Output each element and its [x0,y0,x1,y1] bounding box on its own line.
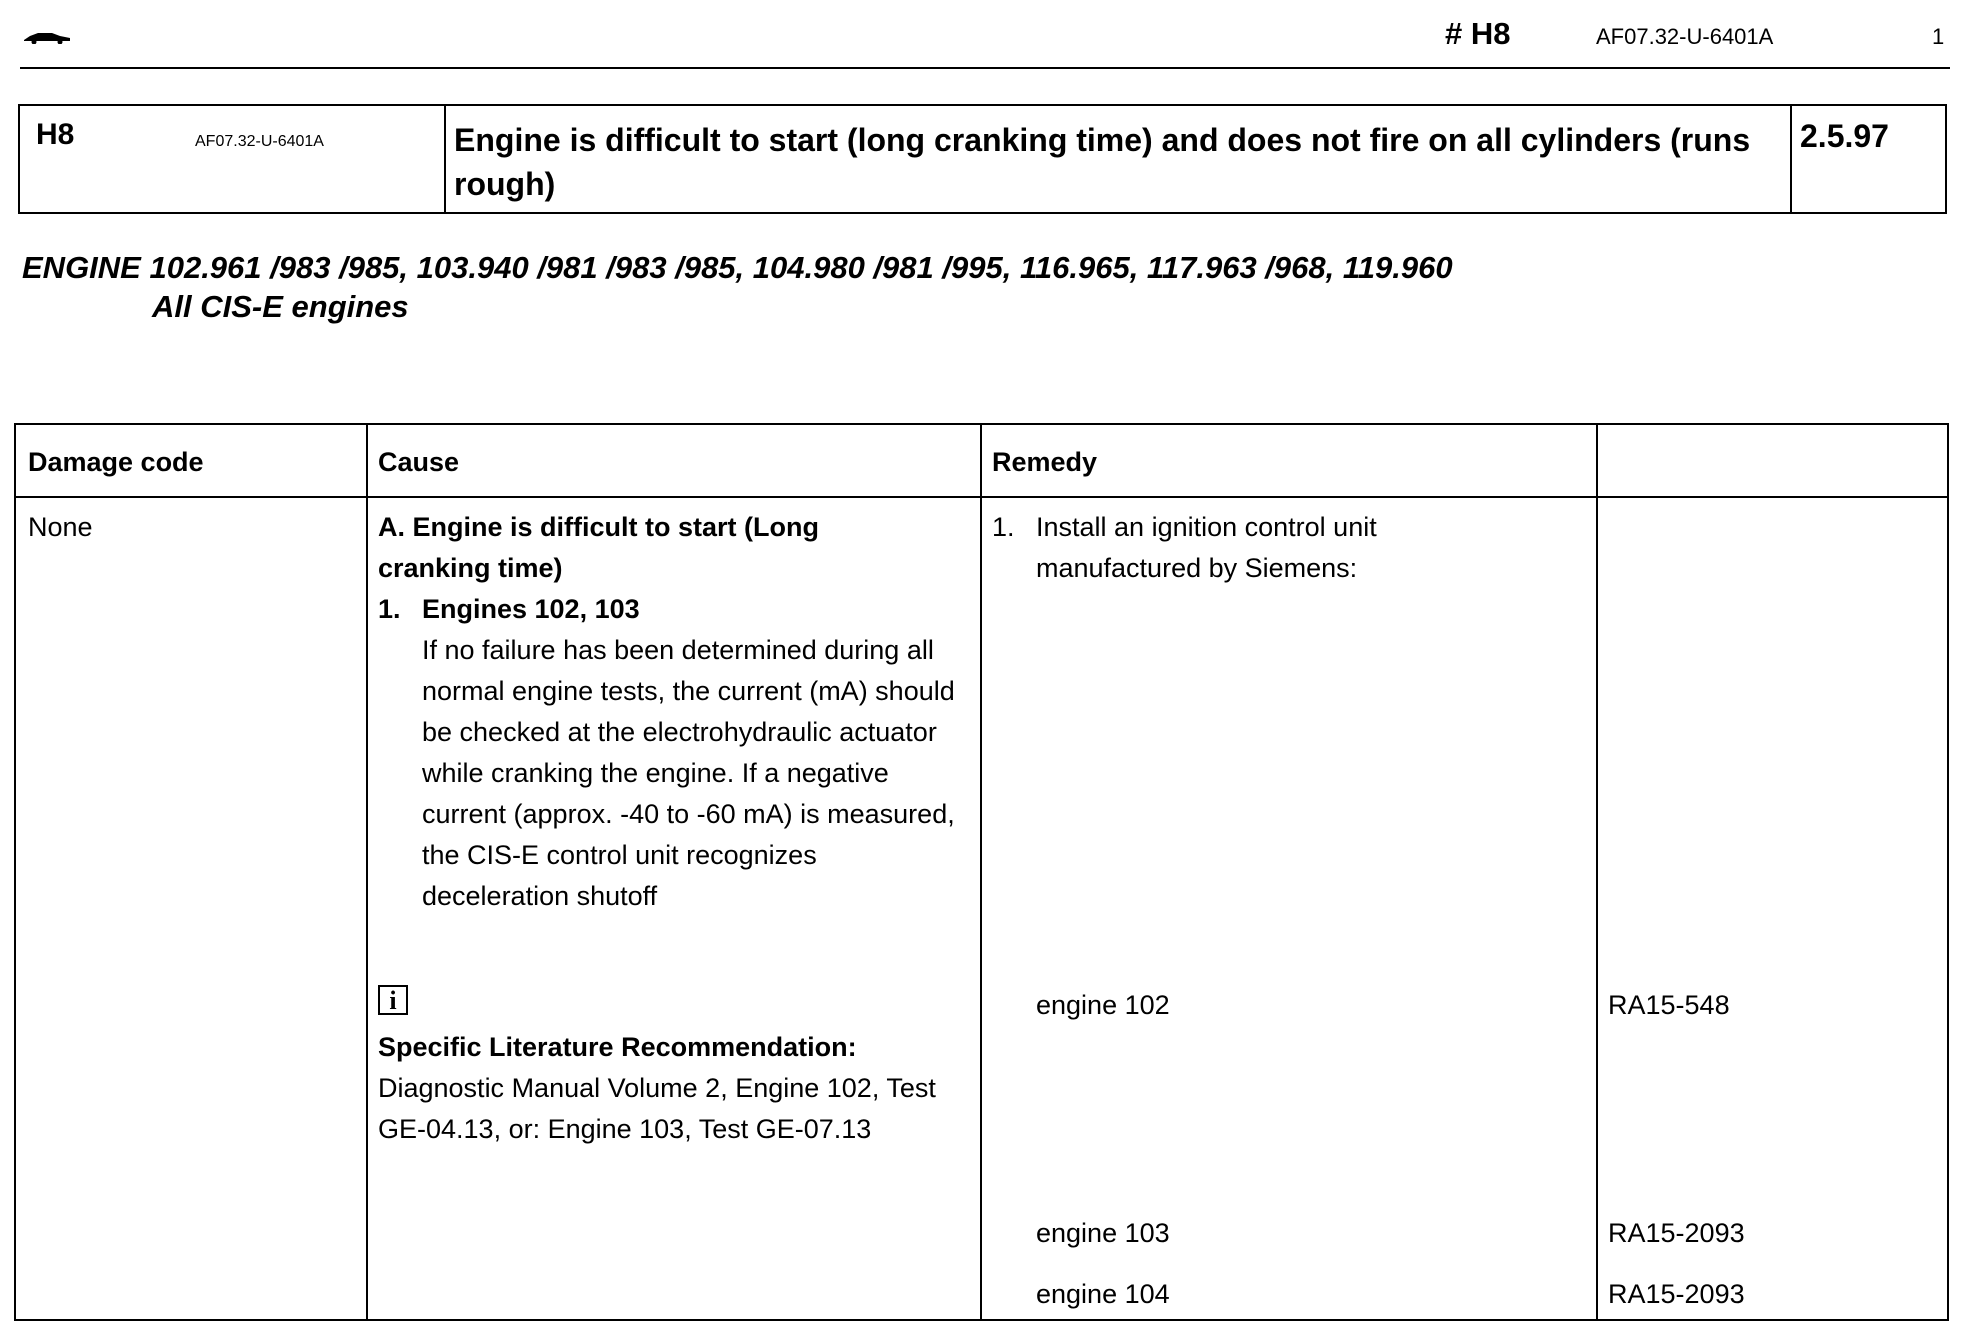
literature-body: Diagnostic Manual Volume 2, Engine 102, Test GE-04.13, or: Engine 103, Test GE-07.13 [378,1073,936,1144]
header-remedy: Remedy [992,447,1098,477]
header-damage-code: Damage code [28,447,204,477]
diagnosis-table [14,423,1949,1321]
remedy-engine: engine 103 [1036,1218,1170,1248]
cause-a-label: A. Engine is difficult to start (Long cranking time) [378,512,819,583]
title-date-cell [1790,106,1945,212]
remedy-part-number: RA15-2093 [1608,1218,1745,1248]
column-divider [366,425,368,1319]
page-title: Engine is difficult to start (long cranking time) and does not fire on all cylinders (runs rough) [454,122,1751,202]
header-code: # H8 [1445,16,1511,51]
remedy-engine: engine 102 [1036,990,1170,1020]
header-row-divider [16,496,1947,498]
title-doc-code: AF07.32-U-6401A [195,133,324,150]
engine-line-1: ENGINE 102.961 /983 /985, 103.940 /981 /983 /985, 104.980 /981 /995, 116.965, 117.963 /968, 119.960 [22,250,1453,285]
literature-title: Specific Literature Recommendation: [378,1032,857,1062]
cause-item-number: 1. [378,594,401,624]
damage-code-value: None [28,512,93,542]
cause-item-body: If no failure has been determined during all normal engine tests, the current (mA) should be checked at the electrohydraulic actuator while cranking the engine. If a negative current (approx. -40 to -60 mA) is measured, the CIS-E control unit recognizes deceleration shutoff [422,635,955,911]
remedy-number: 1. [992,512,1015,542]
cause-item-title: Engines 102, 103 [422,594,640,624]
info-icon: i [378,980,408,1021]
title-id: H8 [36,118,75,151]
title-text-cell [444,106,1792,212]
remedy-part-number: RA15-2093 [1608,1279,1745,1309]
remedy-engine: engine 104 [1036,1279,1170,1309]
title-box [18,104,1947,214]
remedy-text: Install an ignition control unit manufactured by Siemens: [1036,512,1377,583]
title-date: 2.5.97 [1800,118,1889,154]
column-divider [980,425,982,1319]
remedy-part-number: RA15-548 [1608,990,1730,1020]
page-number: 1 [1932,24,1945,49]
header-cause: Cause [378,447,460,477]
column-divider [1596,425,1598,1319]
engine-list [22,248,1453,326]
title-code-cell [20,106,446,212]
engine-line-2: All CIS-E engines [152,289,409,324]
header-doc-code: AF07.32-U-6401A [1596,24,1774,49]
car-icon [22,30,72,44]
header-rule [20,67,1950,69]
